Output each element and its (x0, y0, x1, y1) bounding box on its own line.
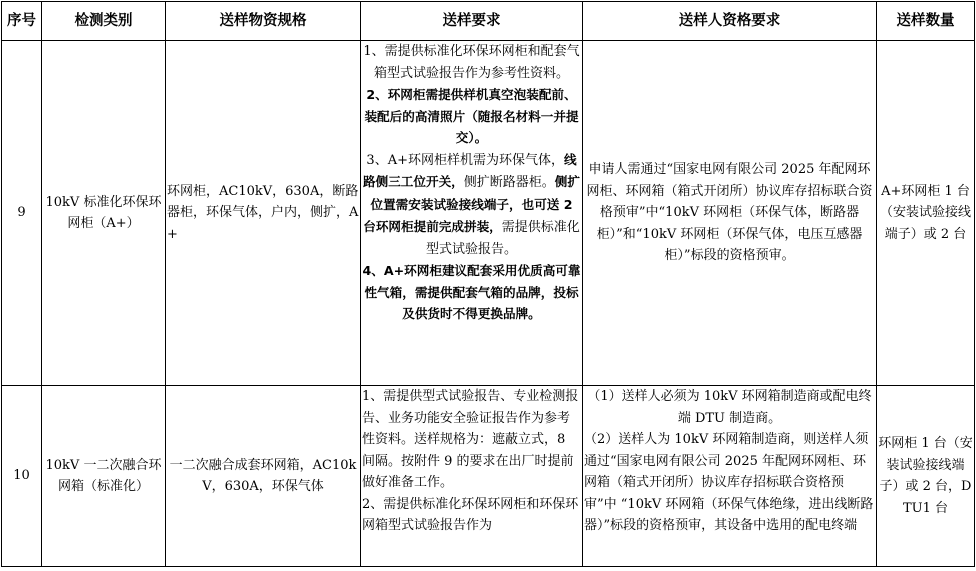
sampling-table (1, 1, 975, 567)
row-spec: 一二次融合成套环网箱，AC10kV，630A，环保气体 (166, 386, 361, 567)
requirement-text: 3、A+环网柜样机需为环保气体， (366, 152, 564, 168)
requirement-text-bold: 线路侧三工位开关， (363, 151, 577, 189)
header-seq: 序号 (2, 2, 42, 41)
row-quantity: A+环网柜 1 台（安装试验接线端子）或 2 台 (877, 41, 975, 386)
requirement-text: 需提供标准化型式试验报告。 (425, 220, 580, 257)
requirement-item-bold: 2、环网柜需提供样机真空泡装配前、装配后的高清照片（随报名材料一并提交）。 (364, 87, 579, 145)
requirement-text: 侧扩断路器柜。 (463, 175, 555, 190)
header-category: 检测类别 (42, 2, 166, 41)
header-quantity: 送样数量 (877, 2, 975, 41)
requirements-clip (362, 386, 581, 566)
row-requirements (361, 41, 583, 386)
row-qualification: 申请人需通过“国家电网有限公司 2025 年配网环网柜、环网箱（箱式开闭所）协议库存招标联合资格预审”中“10kV 环网柜（环保气体，断路器柜）”和“10kV 环网柜（环保气体，电压互感器柜）”标段的资格预审。 (583, 41, 877, 386)
requirement-text-bold: 侧扩位置需安装试验接线端子，也可送 2 台环网柜提前完成拼装， (363, 174, 580, 234)
table-row (2, 41, 975, 386)
header-qualification: 送样人资格要求 (583, 2, 877, 41)
requirement-item (362, 149, 581, 261)
qualification-item: （1）送样人必须为 10kV 环网箱制造商或配电终端 DTU 制造商。 (587, 389, 872, 426)
requirement-item: 1、需提供型式试验报告、专业检测报告、业务功能安全验证报告作为参考性资料。送样规格为：遮蔽立式，8 间隔。按附件 9 的要求在出厂时提前做好准备工作。 (362, 389, 579, 490)
requirement-item: 1、需提供标准化环保环网柜和配套气箱型式试验报告作为参考性资料。 (363, 44, 580, 81)
row-qualification (583, 386, 877, 567)
header-requirements: 送样要求 (361, 2, 583, 41)
row-quantity: 环网柜 1 台（安装试验接线端子）或 2 台，DTU1 台 (877, 386, 975, 567)
qualification-clip (584, 386, 875, 566)
row-seq: 9 (2, 41, 42, 386)
qualification-item: （2）送样人为 10kV 环网箱制造商，则送样人须通过“国家电网有限公司 2025 年配网环网柜、环网箱（箱式开闭所）协议库存招标联合资格预审”中 “10kV 环网箱（环保气体绝缘，进出线断路器）”标段的资格预审，其设备中选用的配电终端 (584, 432, 874, 533)
requirement-item-bold: 4、A+环网柜建议配套采用优质高可靠性气箱，需提供配套气箱的品牌，投标及供货时不得更换品牌。 (362, 263, 581, 321)
row-spec: 环网柜，AC10kV，630A，断路器柜，环保气体，户内，侧扩，A+ (166, 41, 361, 386)
row-requirements (361, 386, 583, 567)
table-row (2, 386, 975, 567)
requirement-item: 2、需提供标准化环保环网柜和环保环网箱型式试验报告作为 (362, 496, 579, 533)
row-category: 10kV 标准化环保环网柜（A+） (42, 41, 166, 386)
row-seq: 10 (2, 386, 42, 567)
table-header-row (2, 2, 975, 41)
row-category: 10kV 一二次融合环网箱（标准化） (42, 386, 166, 567)
header-spec: 送样物资规格 (166, 2, 361, 41)
